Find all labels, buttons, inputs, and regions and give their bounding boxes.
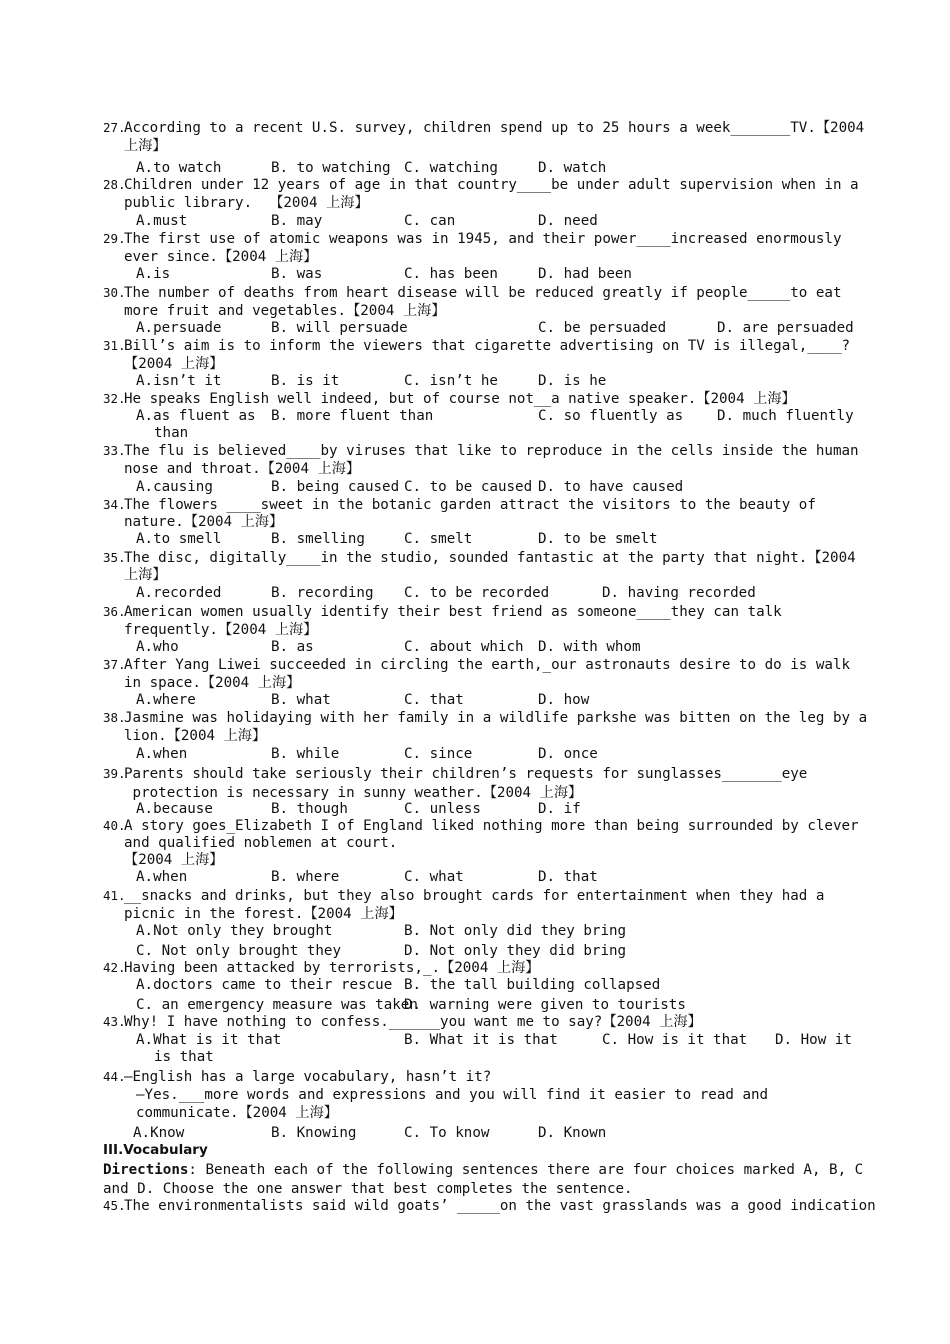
- directions-text: and D. Choose the one answer that best completes the sentence.: [103, 1181, 633, 1197]
- question-text: Jasmine was holidaying with her family in a wildlife parkshe was bitten on the leg by a: [124, 710, 868, 726]
- question-number: 44.: [103, 1069, 126, 1084]
- option-a[interactable]: A.persuade: [136, 320, 222, 336]
- question-text: He speaks English well indeed, but of course not__a native speaker.【2004 上海】: [124, 391, 796, 407]
- option-d[interactable]: D. How it: [775, 1032, 852, 1048]
- question-number: 33.: [103, 443, 126, 458]
- option-a[interactable]: A.recorded: [136, 585, 222, 601]
- option-b[interactable]: B. Knowing: [271, 1125, 357, 1141]
- question-text: American women usually identify their best friend as someone____they can talk: [124, 604, 782, 620]
- question-text: After Yang Liwei succeeded in circling the earth,_our astronauts desire to do is walk: [124, 657, 851, 673]
- option-b[interactable]: B. Not only did they bring: [404, 923, 627, 939]
- option-b[interactable]: B. smelling: [271, 531, 365, 547]
- option-c[interactable]: C. that: [404, 692, 464, 708]
- directions-label: Directions: [103, 1162, 189, 1178]
- question-number: 45.: [103, 1198, 126, 1213]
- option-d[interactable]: D. Known: [538, 1125, 607, 1141]
- question-text: nose and throat.【2004 上海】: [124, 461, 361, 477]
- question-text: protection is necessary in sunny weather.【2004 上海】: [124, 785, 583, 801]
- option-a[interactable]: A.to watch: [136, 160, 222, 176]
- option-a[interactable]: A.Know: [133, 1125, 185, 1141]
- question-number: 29.: [103, 231, 126, 246]
- question-text: 上海】: [124, 567, 167, 583]
- option-c[interactable]: C. so fluently as: [538, 408, 684, 424]
- question-number: 39.: [103, 766, 126, 781]
- option-c[interactable]: C. to be caused: [404, 479, 533, 495]
- question-number: 35.: [103, 550, 126, 565]
- option-a[interactable]: A.What is it that: [136, 1032, 282, 1048]
- question-text: in space.【2004 上海】: [124, 675, 301, 691]
- option-a[interactable]: A.who: [136, 639, 179, 655]
- option-b[interactable]: B. where: [271, 869, 340, 885]
- option-b[interactable]: B. may: [271, 213, 323, 229]
- option-a[interactable]: A.isn’t it: [136, 373, 222, 389]
- question-number: 37.: [103, 657, 126, 672]
- option-c[interactable]: C. be persuaded: [538, 320, 667, 336]
- question-number: 40.: [103, 818, 126, 833]
- option-a[interactable]: A.when: [136, 869, 188, 885]
- question-text: Parents should take seriously their children’s requests for sunglasses_______eye: [124, 766, 808, 782]
- question-text: more fruit and vegetables.【2004 上海】: [124, 303, 446, 319]
- option-b[interactable]: B. What it is that: [404, 1032, 558, 1048]
- question-text: picnic in the forest.【2004 上海】: [124, 906, 403, 922]
- option-d[interactable]: D. need: [538, 213, 598, 229]
- question-text: The environmentalists said wild goats’ _____on the vast grasslands was a good indication: [124, 1198, 876, 1214]
- option-d[interactable]: D. is he: [538, 373, 607, 389]
- question-number: 41.: [103, 888, 126, 903]
- question-text: —Yes.___more words and expressions and you will find it easier to read and: [136, 1087, 769, 1103]
- question-text: The disc, digitally____in the studio, sounded fantastic at the party that night.【2004: [124, 550, 856, 566]
- option-d[interactable]: D. that: [538, 869, 598, 885]
- option-b[interactable]: B. though: [271, 801, 348, 817]
- option-c[interactable]: C. what: [404, 869, 464, 885]
- option-c[interactable]: C. about which: [404, 639, 524, 655]
- question-text: nature.【2004 上海】: [124, 514, 284, 530]
- option-b[interactable]: B. more fluent than: [271, 408, 434, 424]
- question-text: public library. 【2004 上海】: [124, 195, 369, 211]
- option-a[interactable]: A.when: [136, 746, 188, 762]
- option-c[interactable]: C. isn’t he: [404, 373, 498, 389]
- option-c[interactable]: C. has been: [404, 266, 498, 282]
- question-text: 上海】: [124, 138, 167, 154]
- question-text: 【2004 上海】: [124, 852, 224, 868]
- option-b[interactable]: B. is it: [271, 373, 340, 389]
- option-a-continuation: is that: [154, 1049, 214, 1065]
- question-text: frequently.【2004 上海】: [124, 622, 318, 638]
- option-d[interactable]: D. watch: [538, 160, 607, 176]
- option-b[interactable]: B. as: [271, 639, 314, 655]
- question-number: 27.: [103, 120, 126, 135]
- option-c[interactable]: C. Not only brought they: [136, 943, 341, 959]
- question-number: 43.: [103, 1014, 126, 1029]
- question-number: 34.: [103, 497, 126, 512]
- question-number: 36.: [103, 604, 126, 619]
- option-c[interactable]: C. How is it that: [602, 1032, 748, 1048]
- question-text: —English has a large vocabulary, hasn’t it?: [124, 1069, 492, 1085]
- question-text: and qualified noblemen at court.: [124, 835, 398, 851]
- option-a[interactable]: A.causing: [136, 479, 213, 495]
- option-d[interactable]: D. once: [538, 746, 598, 762]
- question-text: The number of deaths from heart disease will be reduced greatly if people_____to eat: [124, 285, 842, 301]
- question-text: The first use of atomic weapons was in 1945, and their power____increased enormously: [124, 231, 842, 247]
- option-d[interactable]: D. with whom: [538, 639, 641, 655]
- question-number: 38.: [103, 710, 126, 725]
- option-a[interactable]: A.is: [136, 266, 171, 282]
- option-b[interactable]: B. the tall building collapsed: [404, 977, 661, 993]
- question-number: 31.: [103, 338, 126, 353]
- option-a-continuation: than: [154, 425, 189, 441]
- question-text: Having been attacked by terrorists,_.【2004 上海】: [124, 960, 540, 976]
- option-b[interactable]: B. will persuade: [271, 320, 408, 336]
- option-d[interactable]: D. how: [538, 692, 590, 708]
- option-b[interactable]: B. was: [271, 266, 323, 282]
- question-number: 28.: [103, 177, 126, 192]
- option-b[interactable]: B. what: [271, 692, 331, 708]
- option-d[interactable]: D. if: [538, 801, 581, 817]
- option-d[interactable]: D. much fluently: [717, 408, 854, 424]
- question-text: Bill’s aim is to inform the viewers that cigarette advertising on TV is illegal,____?: [124, 338, 851, 354]
- option-c[interactable]: C. can: [404, 213, 456, 229]
- option-d[interactable]: D. having recorded: [602, 585, 756, 601]
- option-a[interactable]: A.where: [136, 692, 196, 708]
- option-d[interactable]: D. Not only they did bring: [404, 943, 627, 959]
- directions-text: : Beneath each of the following sentences there are four choices marked A, B, C: [188, 1162, 864, 1178]
- option-a[interactable]: A.Not only they brought: [136, 923, 333, 939]
- question-number: 32.: [103, 391, 126, 406]
- question-number: 30.: [103, 285, 126, 300]
- option-c[interactable]: C. unless: [404, 801, 481, 817]
- question-text: communicate.【2004 上海】: [136, 1105, 338, 1121]
- option-a[interactable]: A.because: [136, 801, 213, 817]
- option-d[interactable]: D. to have caused: [538, 479, 684, 495]
- directions: [103, 1161, 863, 1179]
- option-a[interactable]: A.to smell: [136, 531, 222, 547]
- option-a[interactable]: A.as fluent as: [136, 408, 256, 424]
- option-d[interactable]: D. to be smelt: [538, 531, 658, 547]
- option-b[interactable]: B. being caused: [271, 479, 400, 495]
- option-d[interactable]: D. had been: [538, 266, 632, 282]
- question-text: Children under 12 years of age in that country____be under adult supervision when in a: [124, 177, 859, 193]
- question-text: __snacks and drinks, but they also brought cards for entertainment when they had a: [124, 888, 825, 904]
- section-heading: III.Vocabulary: [103, 1142, 208, 1158]
- option-d[interactable]: D. are persuaded: [717, 320, 854, 336]
- option-b[interactable]: B. recording: [271, 585, 374, 601]
- option-d[interactable]: D. warning were given to tourists: [404, 997, 686, 1013]
- question-text: lion.【2004 上海】: [124, 728, 267, 744]
- question-text: Why! I have nothing to confess.______you want me to say?【2004 上海】: [124, 1014, 702, 1030]
- option-a[interactable]: A.must: [136, 213, 188, 229]
- question-text: The flowers ____sweet in the botanic garden attract the visitors to the beauty of: [124, 497, 816, 513]
- question-number: 42.: [103, 960, 126, 975]
- option-c[interactable]: C. watching: [404, 160, 498, 176]
- question-text: The flu is believed____by viruses that like to reproduce in the cells inside the human: [124, 443, 859, 459]
- option-b[interactable]: B. to watching: [271, 160, 391, 176]
- question-text: ever since.【2004 上海】: [124, 249, 318, 265]
- question-text: According to a recent U.S. survey, children spend up to 25 hours a week_______TV.【2004: [124, 120, 865, 136]
- option-c[interactable]: C. to be recorded: [404, 585, 550, 601]
- option-c[interactable]: C. since: [404, 746, 473, 762]
- question-text: 【2004 上海】: [124, 356, 224, 372]
- question-text: A story goes_Elizabeth I of England liked nothing more than being surrounded by clever: [124, 818, 859, 834]
- option-b[interactable]: B. while: [271, 746, 340, 762]
- option-c[interactable]: C. smelt: [404, 531, 473, 547]
- option-c[interactable]: C. an emergency measure was taken: [136, 997, 418, 1013]
- option-a[interactable]: A.doctors came to their rescue: [136, 977, 393, 993]
- option-c[interactable]: C. To know: [404, 1125, 490, 1141]
